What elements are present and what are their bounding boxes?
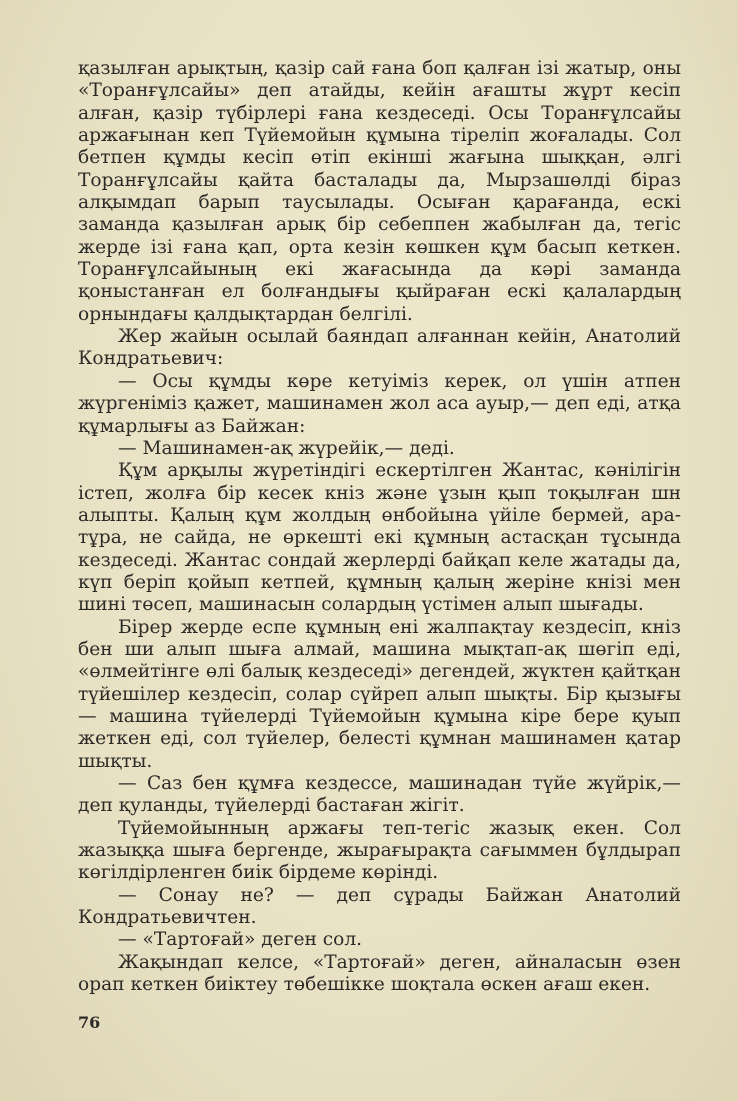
- paragraph-continuation: қазылған арықтың, қазір сай ғана боп қалған ізі жатыр, оны «Торанғұлсайы» деп атайды, кейін ағашты жұрт кесіп алған, қазір түбірлері ғана кездеседі. Осы Торанғұлсайы аржағынан кеп Түйемойын құмына тіреліп жоғалады. Сол бетпен құмды кесіп өтіп екінші жағына шыққан, әлгі Торанғұлсайы қайта басталады да, Мырзашөлді біраз алқымдап барып таусылады. Осыған қарағанда, ескі заманда қазылған арық бір себеппен жабылған да, тегіс жерде ізі ғана қап, орта кезін көшкен құм басып кеткен. Торанғұлсайының екі жағасында да кәрі заманда қоныстанған ел болғандығы қыйраған ескі қалалардың орнындағы қалдықтардан белгілі.: [78, 58, 681, 325]
- paragraph: Жақындап келсе, «Тартоғай» деген, айналасын өзен орап кеткен биіктеу төбешікке шоқтала өскен ағаш екен.: [78, 951, 681, 996]
- page-text: [78, 58, 681, 996]
- page-number: 76: [78, 1013, 101, 1032]
- paragraph: Түйемойынның аржағы теп-тегіс жазық екен. Сол жазыққа шыға бергенде, жырағырақта сағыммен бұлдырап көгілдірленген биік бірдеме көрінді.: [78, 817, 681, 884]
- paragraph-dialogue: — Сонау не? — деп сұрады Байжан Анатолий Кондратьевичтен.: [78, 884, 681, 929]
- paragraph-dialogue: — Машинамен-ақ жүрейік,— деді.: [118, 437, 455, 459]
- paragraph: Бірер жерде еспе құмның ені жалпақтау кездесіп, кніз бен ши алып шыға алмай, машина мықтап-ақ шөгіп еді, «өлмейтінге өлі балық кездеседі» дегендей, жүктен қайтқан түйешілер кездесіп, солар сүйреп алып шықты. Бір қызығы — машина түйелерді Түйемойын құмына кіре бере қуып жеткен еді, сол түйелер, белесті құмнан машинамен қатар шықты.: [78, 616, 681, 772]
- paragraph: Жер жайын осылай баяндап алғаннан кейін, Анатолий Кондратьевич:: [78, 326, 681, 370]
- paragraph: Құм арқылы жүретіндігі ескертілген Жантас, кәнілігін істеп, жолға бір кесек кніз және ұзын қып тоқылған шн алыпты. Қалың құм жолдың өнбойына үйіле бермей, ара-тұра, не сайда, не өркешті екі құмның астасқан тұсында кездеседі. Жантас сондай жерлерді байқап келе жатады да, күп беріп қойып кетпей, құмның қалың жеріне кнізі мен шині төсеп, машинасын солардың үстімен алып шығады.: [78, 460, 681, 616]
- paragraph-dialogue: — «Тартоғай» деген сол.: [118, 929, 363, 951]
- paragraph-dialogue: — Саз бен құмға кездессе, машинадан түйе жүйрік,— деп қуланды, түйелерді бастаған жігіт.: [78, 773, 681, 817]
- paragraph-dialogue: — Осы құмды көре кетуіміз керек, ол үшін атпен жүргеніміз қажет, машинамен жол аса ауыр,— деп еді, атқа құмарлығы аз Байжан:: [78, 370, 681, 437]
